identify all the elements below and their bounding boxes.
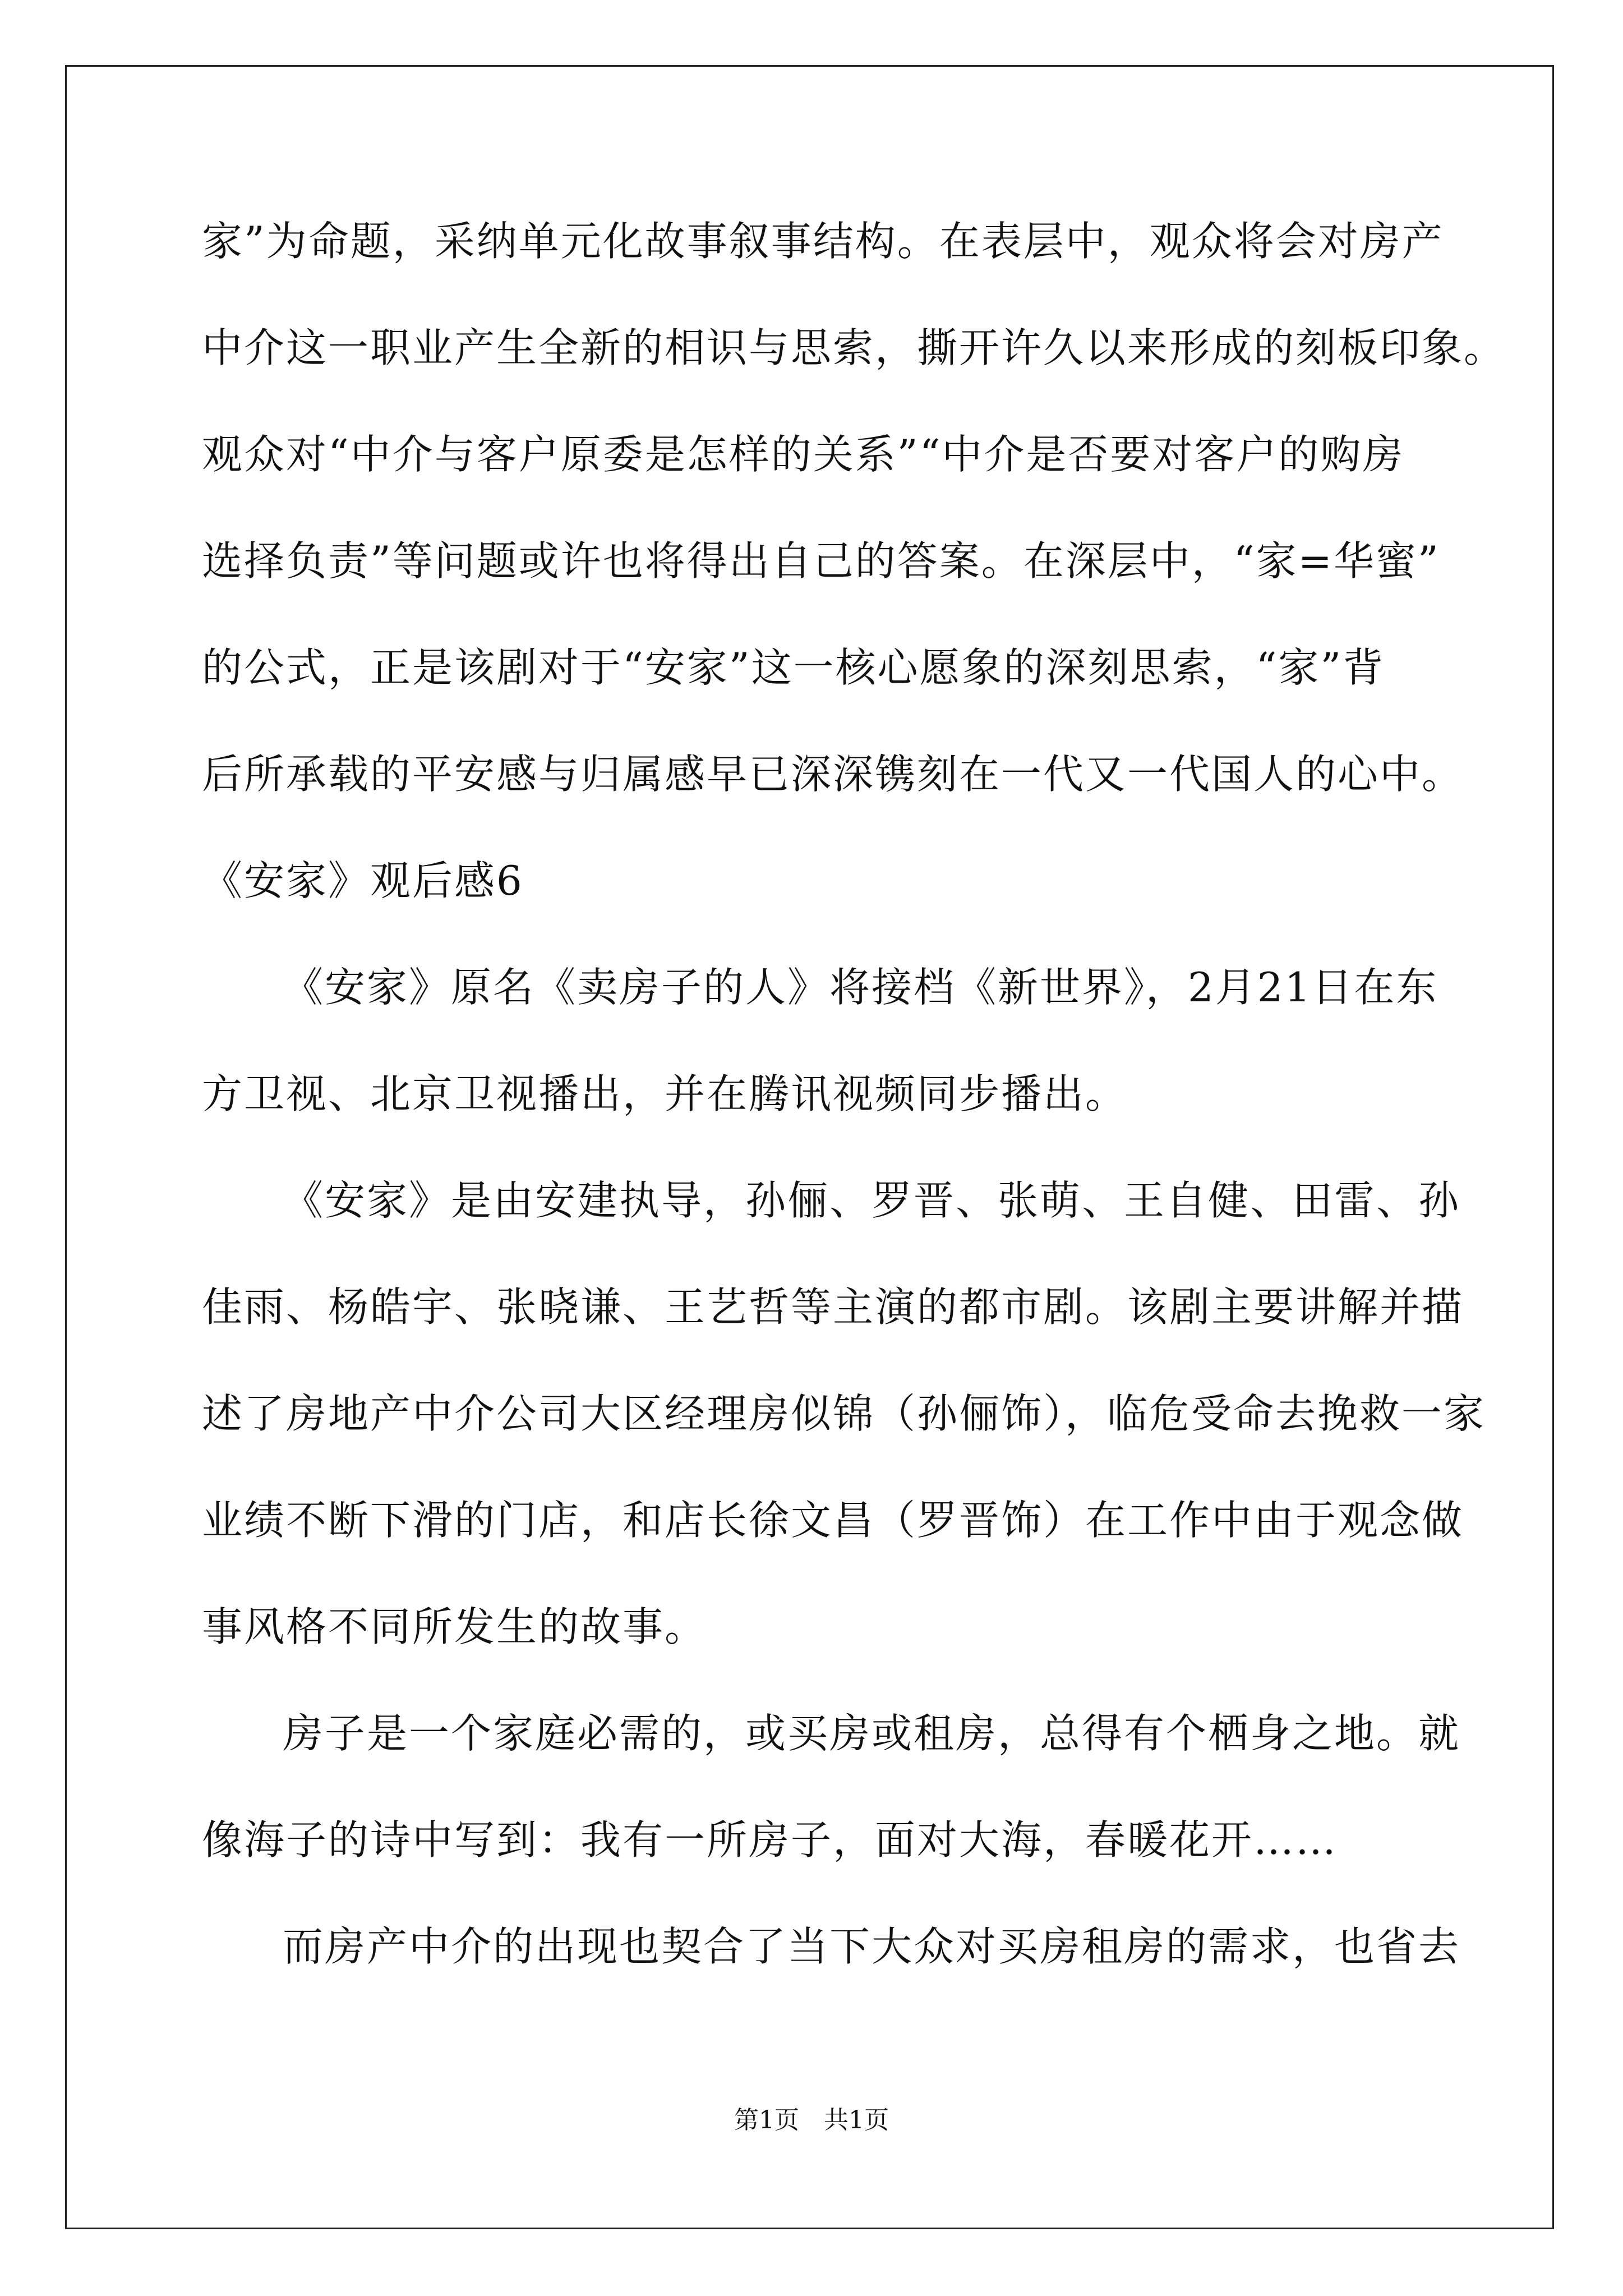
body-text-line: 中介这一职业产生全新的相识与思索，撕开许久以来形成的刻板印象。: [202, 324, 1506, 371]
body-text-line: 方卫视、北京卫视播出，并在腾讯视频同步播出。: [202, 1070, 1128, 1117]
body-text-line: 后所承载的平安感与归属感早已深深镌刻在一代又一代国人的心中。: [202, 751, 1464, 798]
body-text-line: 述了房地产中介公司大区经理房似锦（孙俪饰），临危受命去挽救一家: [202, 1390, 1486, 1437]
body-text-line: 事风格不同所发生的故事。: [202, 1603, 707, 1650]
body-text-line: 房子是一个家庭必需的，或买房或租房，总得有个栖身之地。就: [283, 1710, 1461, 1757]
body-text-line: 《安家》是由安建执导，孙俪、罗晋、张萌、王自健、田雷、孙: [283, 1177, 1461, 1224]
body-text-line: 的公式，正是该剧对于“安家”这一核心愿象的深刻思索，“家”背: [202, 644, 1385, 691]
body-text-line: 而房产中介的出现也契合了当下大众对买房租房的需求，也省去: [283, 1923, 1461, 1970]
body-text-line: 选择负责”等问题或许也将得出自己的答案。在深层中，“家=华蜜”: [202, 537, 1440, 585]
body-text-line: 像海子的诗中写到：我有一所房子，面对大海，春暖花开……: [202, 1816, 1338, 1864]
body-text-line: 观众对“中介与客户原委是怎样的关系”“中介是否要对客户的购房: [202, 431, 1405, 478]
document-body: [202, 188, 1506, 2000]
body-text-line: 《安家》原名《卖房子的人》将接档《新世界》，2月21日在东: [283, 964, 1438, 1011]
section-heading: 《安家》观后感6: [202, 857, 524, 904]
body-text-line: 业绩不断下滑的门店，和店长徐文昌（罗晋饰）在工作中由于观念做: [202, 1497, 1464, 1544]
body-text-line: 佳雨、杨皓宇、张晓谦、王艺哲等主演的都市剧。该剧主要讲解并描: [202, 1283, 1464, 1331]
body-text-line: 家”为命题，采纳单元化故事叙事结构。在表层中，观众将会对房产: [202, 218, 1444, 265]
page-number-footer: 第1页 共1页: [734, 2106, 889, 2134]
